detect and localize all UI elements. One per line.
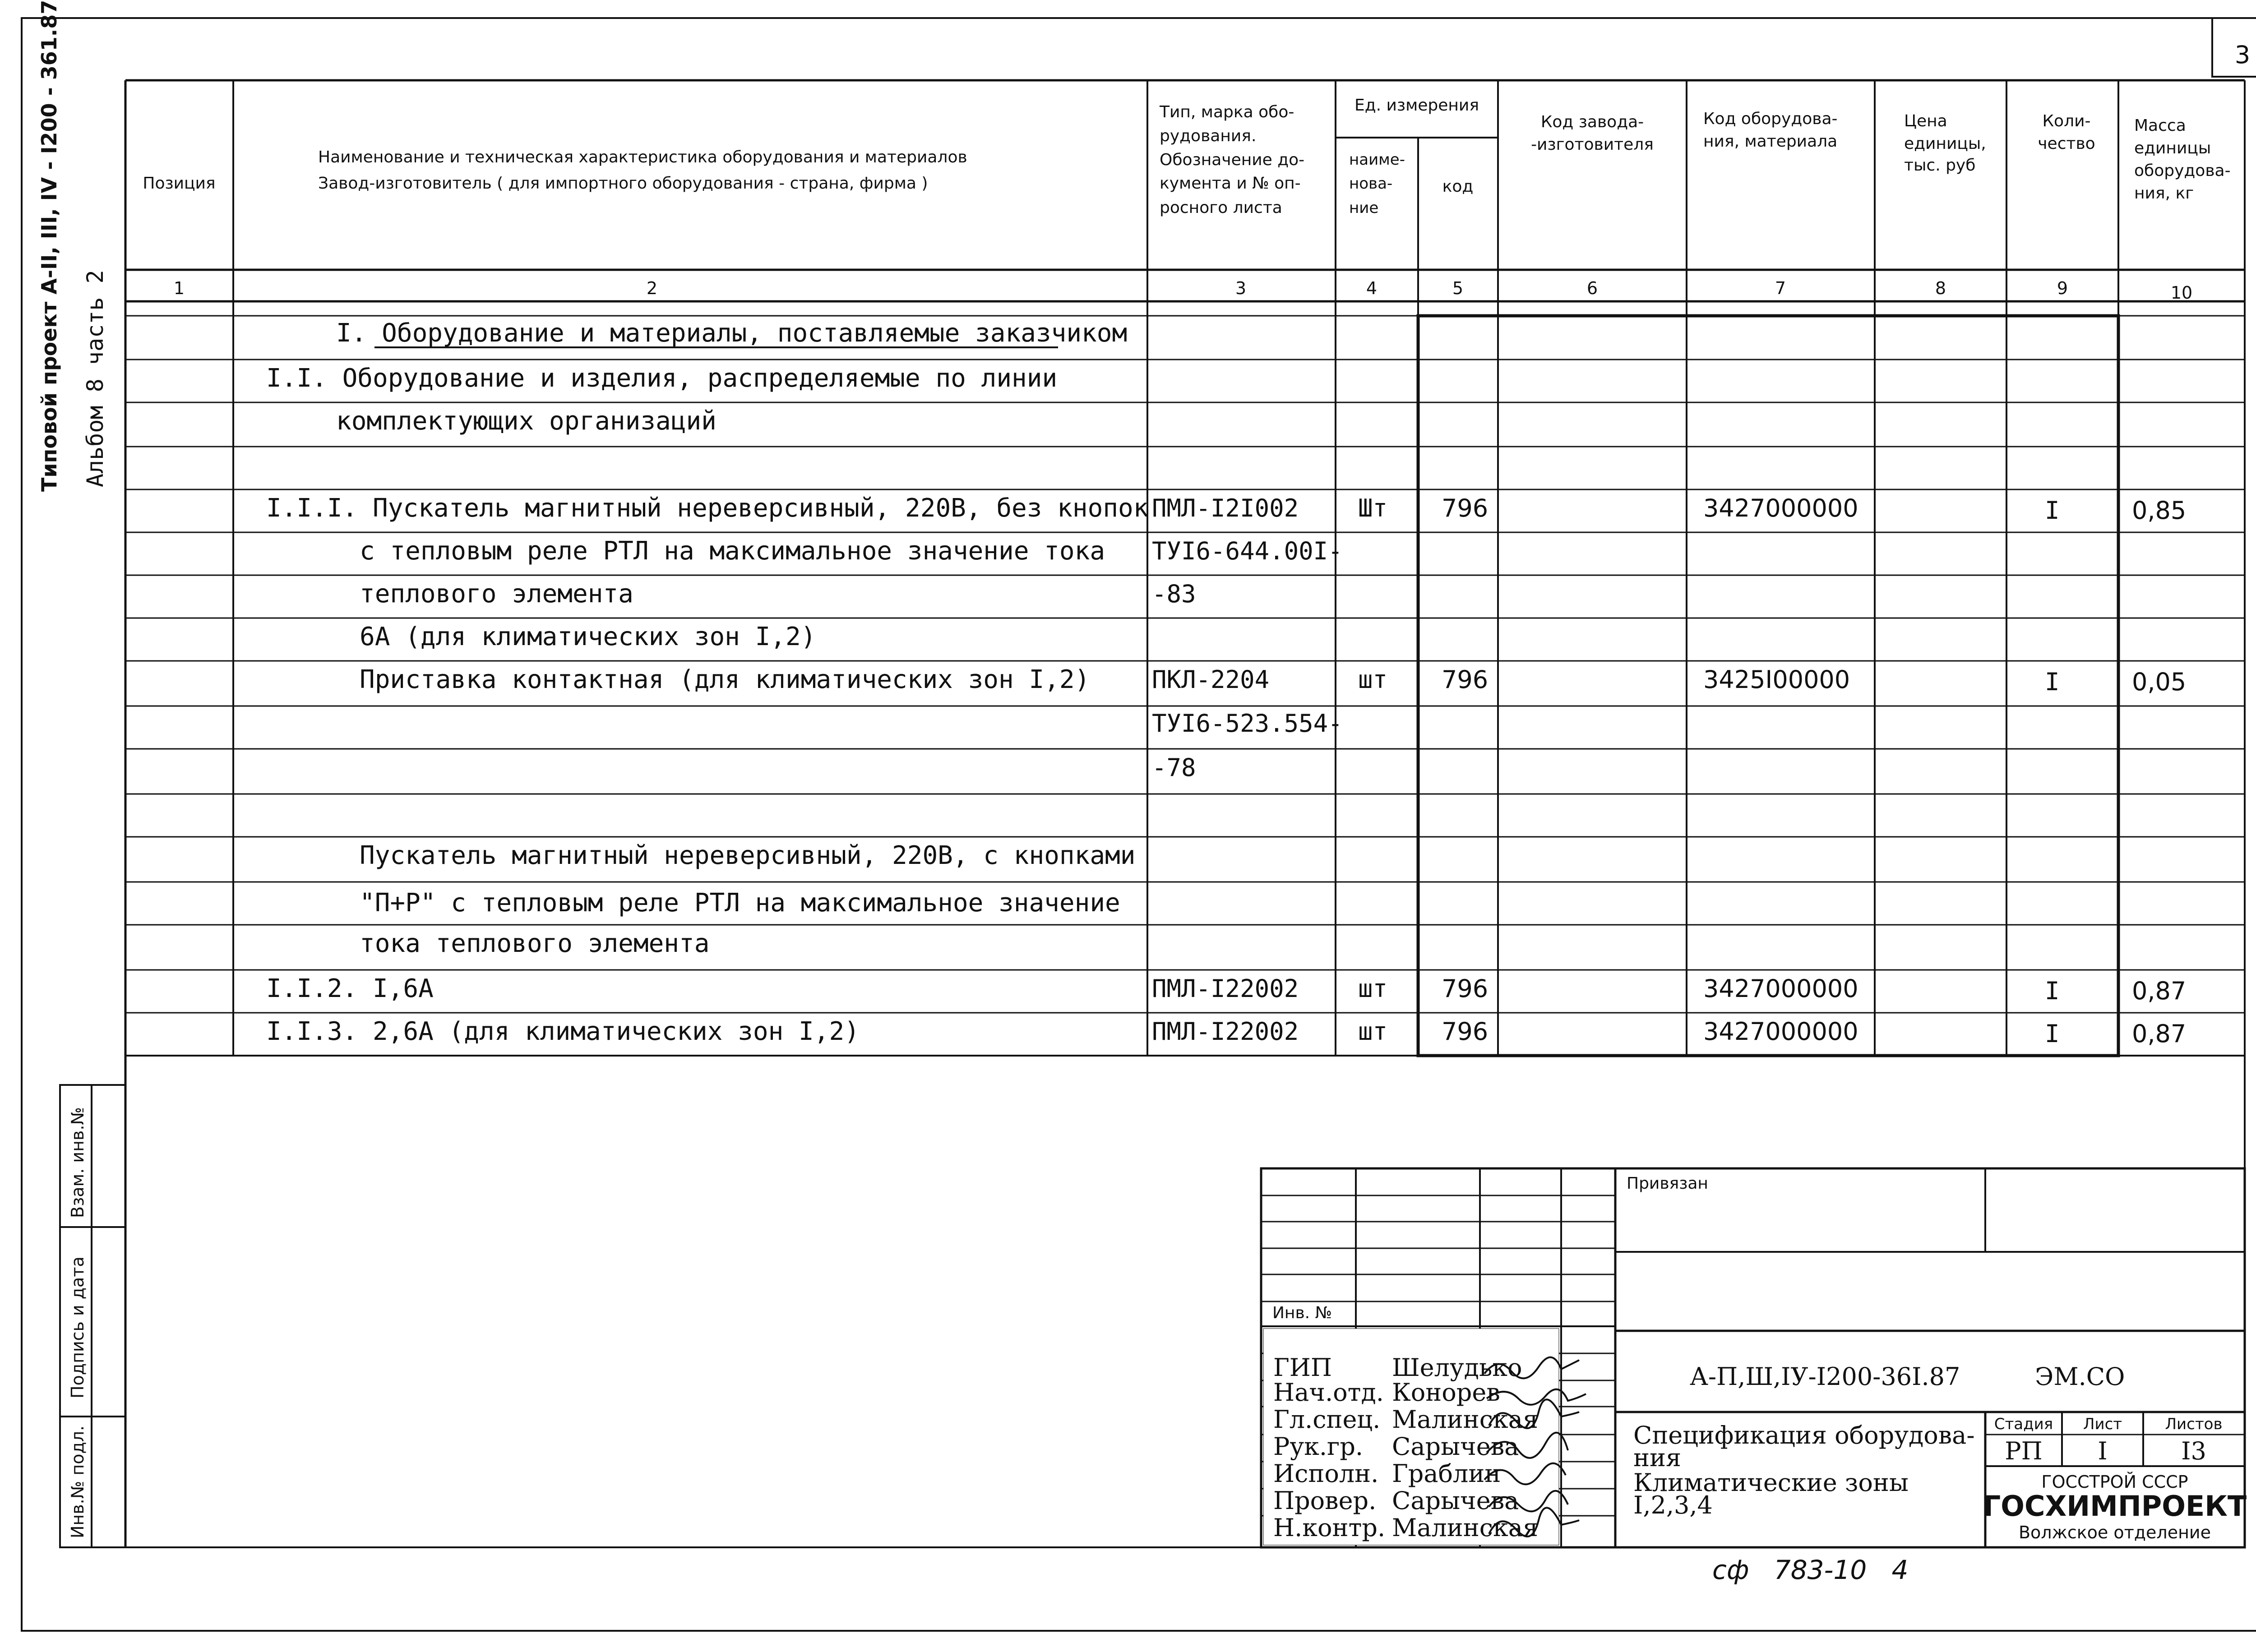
row-text: тока теплового элемента — [360, 929, 710, 958]
doc-title-line3: Климатические зоны — [1633, 1468, 1909, 1497]
document-suffix: ЭМ.СО — [2035, 1362, 2125, 1391]
row-text: 6А (для климатических зон I,2) — [360, 622, 816, 651]
bound-label: Привязан — [1627, 1174, 1708, 1193]
col-number: 6 — [1586, 278, 1598, 298]
header-unit-name-line2: нова- — [1349, 175, 1393, 193]
side-album-label: Альбом 8 часть 2 — [82, 270, 108, 487]
side-project-label: Типовой проект А-II, III, IV - I200 - 361.87 — [37, 0, 61, 492]
row-text: I.I. Оборудование и изделия, распределяемые по линии — [266, 364, 1058, 393]
row-text: Приставка контактная (для климатических зон I,2) — [360, 665, 1090, 694]
stamp-replace-inv: Взам. инв.№ — [68, 1107, 88, 1218]
header-unit-code: код — [1442, 177, 1474, 196]
header-mass-line4: ния, кг — [2134, 184, 2194, 203]
sheet-label: Лист — [2083, 1415, 2122, 1433]
header-mass-line1: Масса — [2134, 116, 2186, 135]
col-number: 8 — [1935, 278, 1946, 298]
row-qty: I — [2045, 977, 2060, 1005]
column-numbers — [174, 278, 2192, 303]
row-mass: 0,85 — [2132, 496, 2187, 525]
row-equip-code: 3425I00000 — [1703, 665, 1850, 694]
row-mass: 0,87 — [2132, 1020, 2187, 1048]
header-equip-line2: ния, материала — [1703, 132, 1838, 151]
header-type-line4: кумента и № оп- — [1160, 174, 1301, 193]
header-unit-name-line1: наиме- — [1349, 151, 1405, 169]
stage-label: Стадия — [1994, 1415, 2053, 1433]
row-text: Пускатель магнитный нереверсивный, 220В, с кнопками — [360, 841, 1136, 870]
role-label: Гл.спец. — [1273, 1405, 1381, 1434]
header-unit: Ед. измерения — [1355, 96, 1479, 115]
row-text: с тепловым реле РТЛ на максимальное значение тока — [360, 536, 1105, 566]
row-text: I.I.I. Пускатель магнитный нереверсивный, 220В, без кнопок — [266, 494, 1149, 523]
row-type: -83 — [1152, 580, 1196, 608]
org-line2: ГОСХИМПРОЕКТ — [1983, 1490, 2247, 1523]
header-price-line1: Цена — [1904, 112, 1947, 130]
person-name: Сарычева — [1392, 1486, 1519, 1515]
row-equip-code: 3427000000 — [1703, 1017, 1858, 1046]
header-type-line3: Обозначение до- — [1160, 151, 1305, 169]
row-qty: I — [2045, 1020, 2060, 1048]
row-code: 796 — [1442, 974, 1489, 1003]
row-text: I.I.3. 2,6А (для климатических зон I,2) — [266, 1017, 860, 1046]
header-position: Позиция — [143, 174, 216, 193]
role-label: Нач.отд. — [1273, 1378, 1384, 1407]
row-unit: Шт — [1358, 494, 1388, 522]
doc-title-line2: ния — [1633, 1444, 1682, 1472]
left-stamp — [60, 1085, 125, 1547]
col-number: 9 — [2057, 278, 2068, 298]
header-mass-line3: оборудова- — [2134, 162, 2231, 180]
col-number: 3 — [1235, 278, 1247, 298]
sheets-value: I3 — [2181, 1437, 2206, 1465]
row-code: 796 — [1442, 494, 1489, 522]
person-name: Малинская — [1392, 1405, 1539, 1434]
row-code: 796 — [1442, 1017, 1489, 1046]
table-body — [266, 318, 2186, 1048]
title-block — [1261, 1168, 2247, 1547]
row-unit: шт — [1358, 1017, 1388, 1046]
role-label: ГИП — [1273, 1353, 1332, 1382]
stamp-original-inv: Инв.№ подл. — [68, 1425, 88, 1538]
row-type: ПМЛ-I22002 — [1152, 1017, 1299, 1046]
doc-title-line4: I,2,3,4 — [1633, 1491, 1713, 1519]
stamp-signature-date: Подпись и дата — [68, 1256, 88, 1398]
row-code: 796 — [1442, 665, 1489, 694]
row-text: "П+Р" с тепловым реле РТЛ на максимальное значение — [360, 888, 1120, 918]
col-number: 1 — [173, 278, 185, 298]
row-unit: шт — [1358, 974, 1388, 1003]
row-equip-code: 3427000000 — [1703, 974, 1858, 1003]
col-number: 7 — [1775, 278, 1786, 298]
header-unit-name-line3: ние — [1349, 199, 1379, 217]
col-number: 5 — [1452, 278, 1464, 298]
inv-label: Инв. № — [1272, 1304, 1332, 1322]
sheet-value: I — [2098, 1437, 2108, 1465]
role-label: Провер. — [1273, 1486, 1377, 1515]
doc-title-line1: Спецификация оборудова- — [1633, 1421, 1975, 1449]
row-qty: I — [2045, 668, 2060, 696]
header-price-line2: единицы, — [1904, 134, 1986, 153]
header-type-line5: росного листа — [1160, 198, 1282, 217]
person-name: Сарычева — [1392, 1432, 1519, 1461]
role-label: Исполн. — [1273, 1459, 1379, 1488]
row-qty: I — [2045, 496, 2060, 525]
row-type: ТУI6-644.00I- — [1152, 537, 1343, 565]
header-qty-line2: чество — [2038, 134, 2095, 153]
row-equip-code: 3427000000 — [1703, 494, 1858, 522]
row-type: ПМЛ-I2I002 — [1152, 494, 1299, 522]
person-name: Малинская — [1392, 1514, 1539, 1542]
header-qty-line1: Коли- — [2042, 112, 2091, 130]
org-line3: Волжское отделение — [2018, 1523, 2211, 1542]
row-mass: 0,05 — [2132, 668, 2187, 696]
footer-handwritten-note: сф 783-10 4 — [1712, 1555, 1909, 1585]
header-type-line2: рудования. — [1160, 127, 1257, 145]
person-name: Шелудько — [1392, 1353, 1522, 1382]
col-number: 10 — [2170, 283, 2193, 303]
table-header — [143, 96, 2230, 217]
row-text: комплектующих организаций — [336, 406, 717, 436]
header-factory-line2: -изготовителя — [1531, 135, 1654, 154]
role-label: Н.контр. — [1273, 1514, 1386, 1542]
header-name-line2: Завод-изготовитель ( для импортного оборудования - страна, фирма ) — [318, 174, 928, 193]
person-name: Конорев — [1392, 1378, 1500, 1407]
header-name-line1: Наименование и техническая характеристика оборудования и материалов — [318, 148, 967, 166]
header-type-line1: Тип, марка обо- — [1160, 103, 1294, 121]
header-mass-line2: единицы — [2134, 139, 2211, 157]
role-label: Рук.гр. — [1273, 1432, 1364, 1461]
section-title: I. Оборудование и материалы, поставляемые заказчиком — [336, 318, 1128, 348]
sheets-label: Листов — [2165, 1415, 2223, 1433]
document-code: А-П,Ш,IУ-I200-36I.87 — [1690, 1362, 1960, 1391]
spec-table — [125, 80, 2245, 1547]
row-mass: 0,87 — [2132, 977, 2187, 1005]
row-text: I.I.2. I,6А — [266, 974, 434, 1003]
stage-value: РП — [2005, 1437, 2043, 1465]
header-factory-line1: Код завода- — [1540, 113, 1644, 131]
person-name: Граблин — [1392, 1459, 1501, 1488]
row-type: -78 — [1152, 753, 1196, 782]
col-number: 2 — [646, 278, 658, 298]
col-number: 4 — [1366, 278, 1378, 298]
header-price-line3: тыс. руб — [1904, 156, 1976, 175]
row-type: ПКЛ-2204 — [1152, 665, 1270, 694]
row-text: теплового элемента — [360, 579, 633, 609]
org-line1: ГОССТРОЙ СССР — [2041, 1472, 2188, 1492]
row-type: ПМЛ-I22002 — [1152, 974, 1299, 1003]
row-type: ТУI6-523.554- — [1152, 709, 1343, 738]
page-number: 3 — [2234, 41, 2251, 69]
header-equip-line1: Код оборудова- — [1703, 110, 1838, 128]
row-unit: шт — [1358, 665, 1388, 694]
